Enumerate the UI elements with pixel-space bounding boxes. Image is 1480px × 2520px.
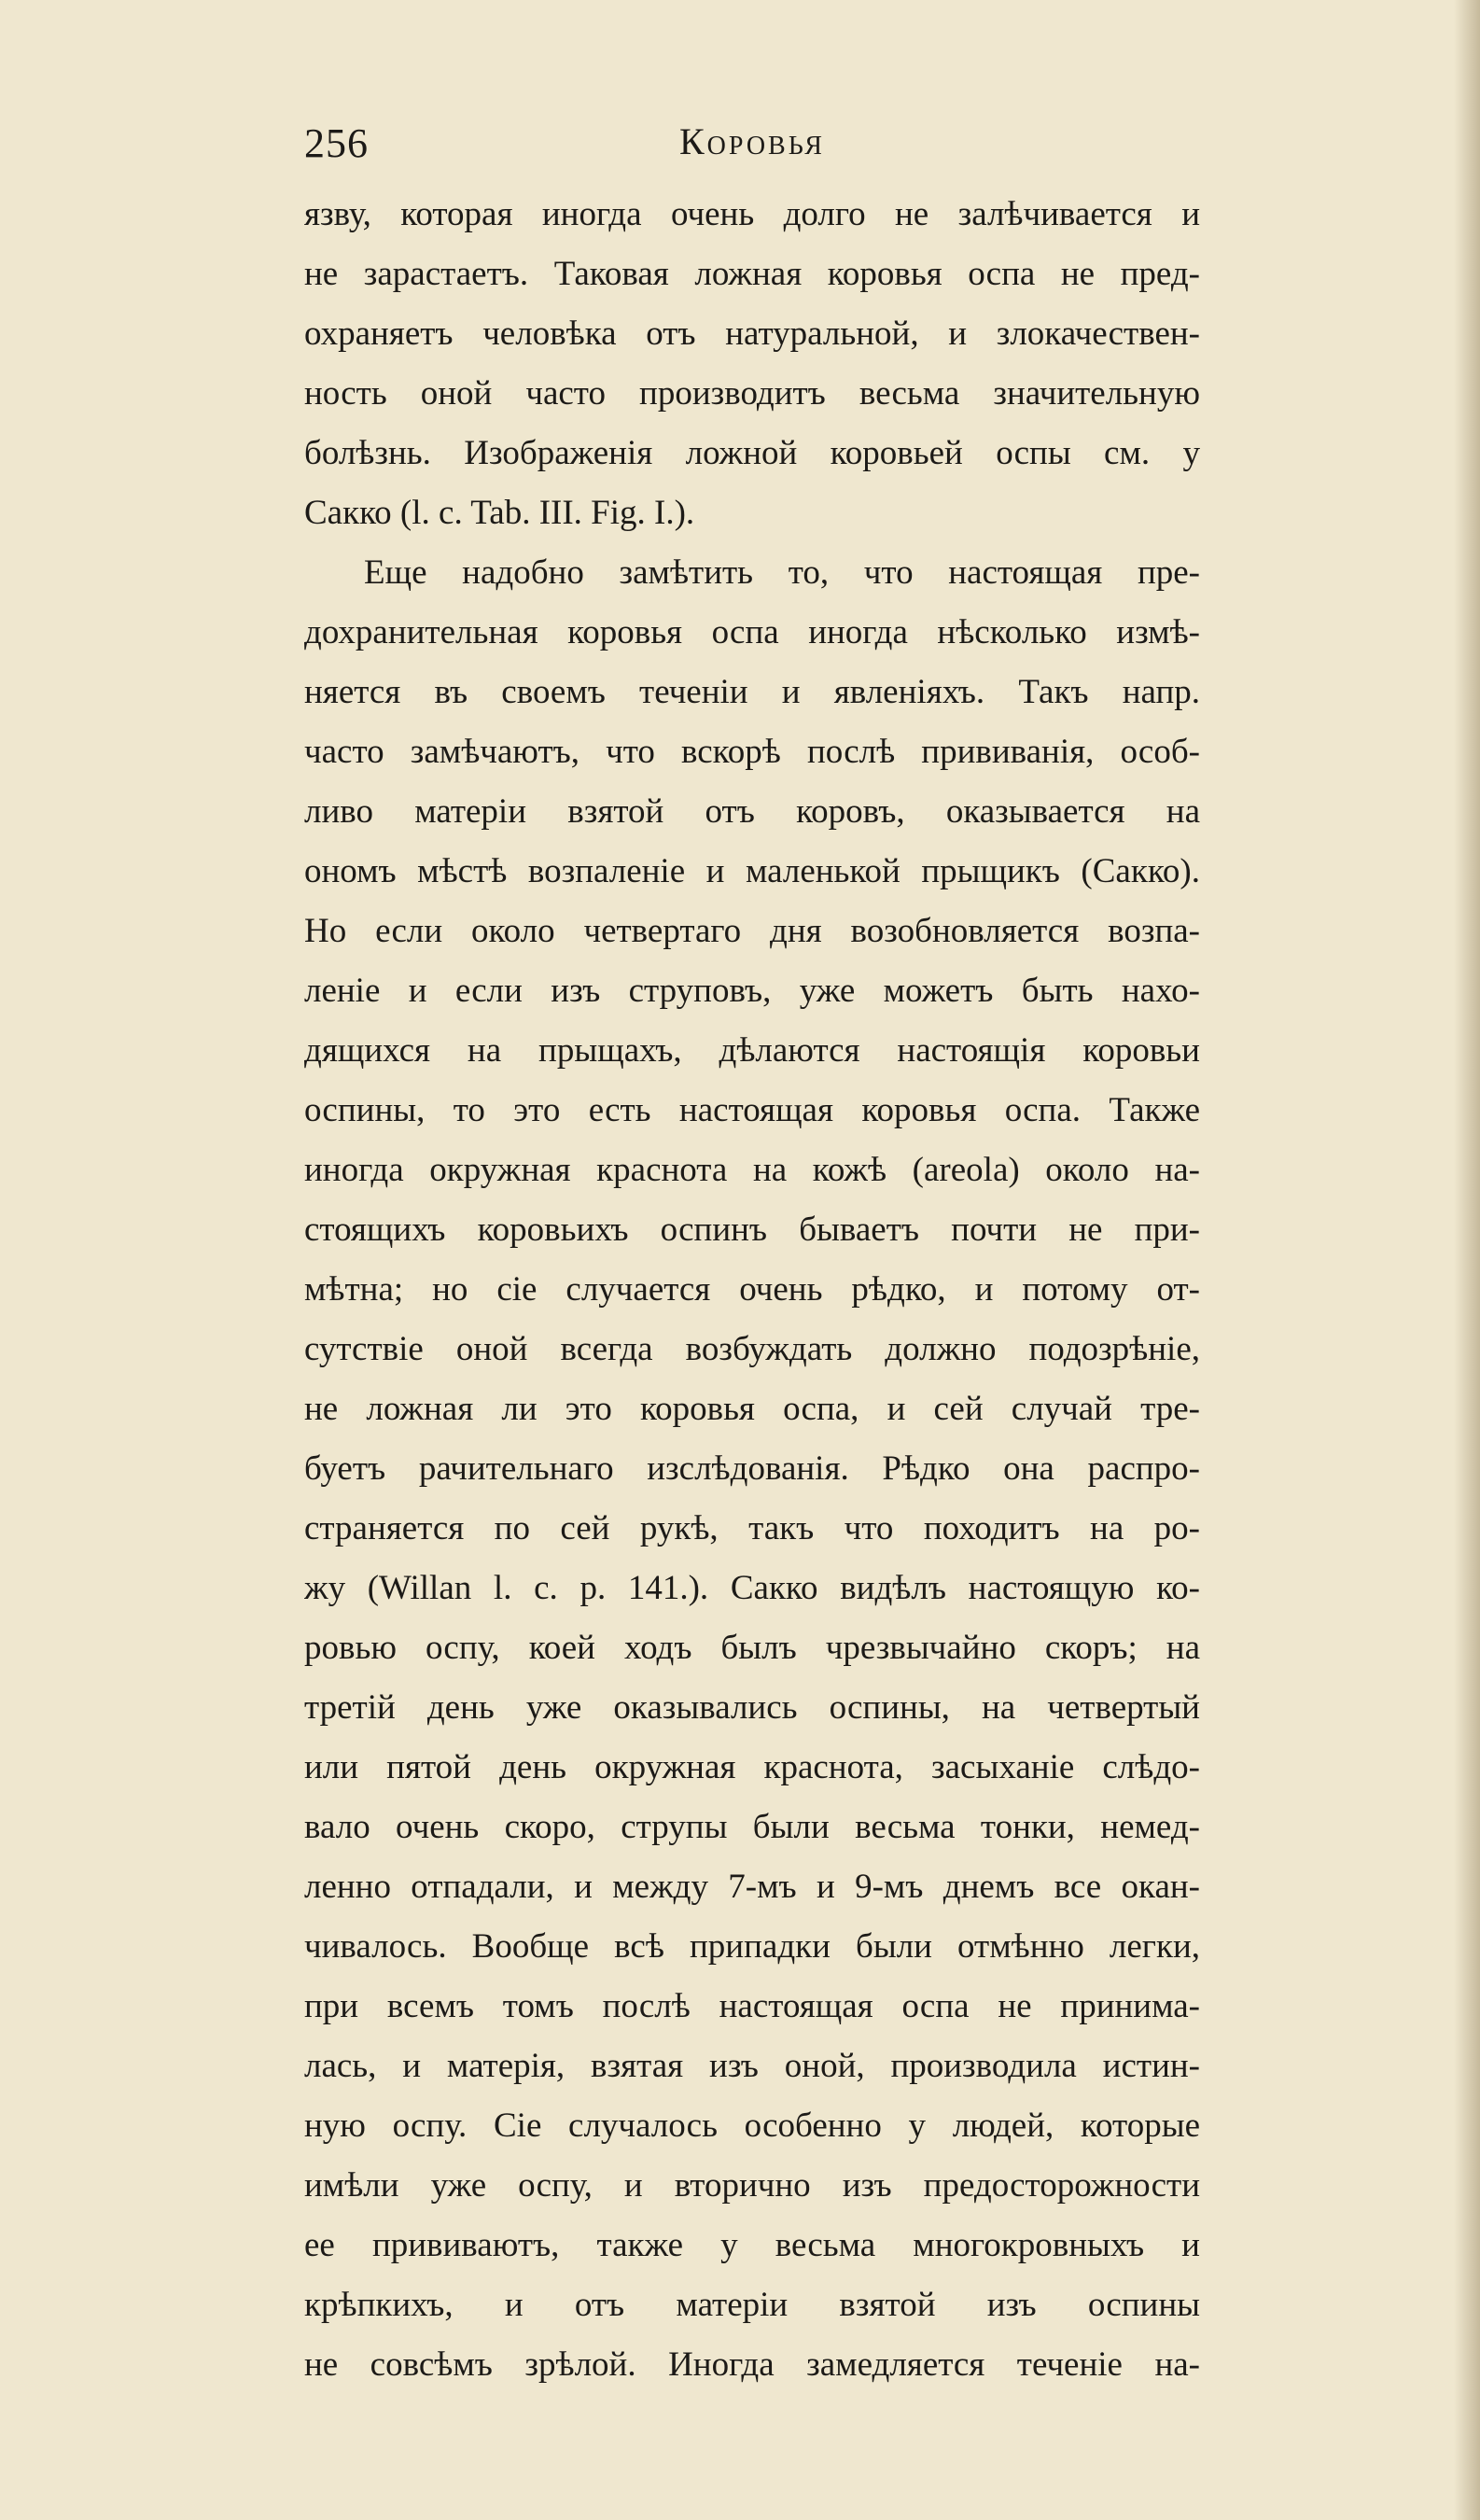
- body-text: [304, 185, 1200, 2395]
- text-line: ленно отпадали, и между 7-мъ и 9-мъ днемъ все окан-: [304, 1868, 1200, 1906]
- text-line: буетъ рачительнаго изслѣдованія. Рѣдко она распро-: [304, 1449, 1200, 1488]
- text-line: стоящихъ коровьихъ оспинъ бываетъ почти не при-: [304, 1211, 1200, 1249]
- text-line: лась, и матерія, взятая изъ оной, производила истин-: [304, 2047, 1200, 2085]
- text-line: сутствіе оной всегда возбуждать должно подозрѣніе,: [304, 1330, 1200, 1368]
- text-line: ровью оспу, коей ходъ былъ чрезвычайно скоръ; на: [304, 1629, 1200, 1667]
- text-line: иногда окружная краснота на кожѣ (areola) около на-: [304, 1151, 1200, 1189]
- text-line: ономъ мѣстѣ возпаленіе и маленькой прыщикъ (Сакко).: [304, 852, 1200, 890]
- text-line: страняется по сей рукѣ, такъ что походитъ на ро-: [304, 1509, 1200, 1547]
- text-line: леніе и если изъ струповъ, уже можетъ быть нахо-: [304, 972, 1200, 1010]
- text-line: третій день уже оказывались оспины, на четвертый: [304, 1688, 1200, 1727]
- text-line: ную оспу. Сіе случалось особенно у людей, которые: [304, 2107, 1200, 2145]
- text-line: не зарастаетъ. Таковая ложная коровья оспа не пред-: [304, 255, 1200, 293]
- text-line: Сакко (l. c. Tab. III. Fig. I.).: [304, 494, 695, 532]
- text-line: Но если около четвертаго дня возобновляется возпа-: [304, 912, 1200, 950]
- text-line: ее прививаютъ, также у весьма многокровныхъ и: [304, 2226, 1200, 2264]
- text-line: болѣзнь. Изображенія ложной коровьей оспы см. у: [304, 434, 1200, 472]
- page-number: 256: [304, 120, 369, 166]
- text-line: крѣпкихъ, и отъ матеріи взятой изъ оспины: [304, 2286, 1200, 2324]
- text-line: жу (Willan l. c. p. 141.). Сакко видѣлъ настоящую ко-: [304, 1569, 1200, 1607]
- text-line: Еще надобно замѣтить то, что настоящая пре-: [364, 553, 1200, 592]
- text-line: мѣтна; но сіе случается очень рѣдко, и потому от-: [304, 1270, 1200, 1309]
- running-title: Коровья: [679, 120, 825, 162]
- page-header: [304, 119, 1200, 175]
- text-line: чивалось. Вообще всѣ припадки были отмѣнно легки,: [304, 1927, 1200, 1966]
- text-line: охраняетъ человѣка отъ натуральной, и злокачествен-: [304, 315, 1200, 353]
- text-line: или пятой день окружная краснота, засыханіе слѣдо-: [304, 1748, 1200, 1786]
- text-line: дящихся на прыщахъ, дѣлаются настоящія коровьи: [304, 1031, 1200, 1070]
- text-line: не ложная ли это коровья оспа, и сей случай тре-: [304, 1390, 1200, 1428]
- text-line: няется въ своемъ теченіи и явленіяхъ. Такъ напр.: [304, 673, 1200, 711]
- text-line: не совсѣмъ зрѣлой. Иногда замедляется теченіе на-: [304, 2345, 1200, 2384]
- text-line: ность оной часто производитъ весьма значительную: [304, 374, 1200, 413]
- text-line: оспины, то это есть настоящая коровья оспа. Также: [304, 1091, 1200, 1129]
- text-line: язву, которая иногда очень долго не залѣчивается и: [304, 195, 1200, 233]
- text-line: при всемъ томъ послѣ настоящая оспа не принима-: [304, 1987, 1200, 2025]
- text-line: ливо матеріи взятой отъ коровъ, оказывается на: [304, 792, 1200, 831]
- text-line: часто замѣчаютъ, что вскорѣ послѣ прививанія, особ-: [304, 733, 1200, 771]
- text-line: имѣли уже оспу, и вторично изъ предосторожности: [304, 2166, 1200, 2205]
- text-line: вало очень скоро, струпы были весьма тонки, немед-: [304, 1808, 1200, 1846]
- text-line: дохранительная коровья оспа иногда нѣсколько измѣ-: [304, 613, 1200, 651]
